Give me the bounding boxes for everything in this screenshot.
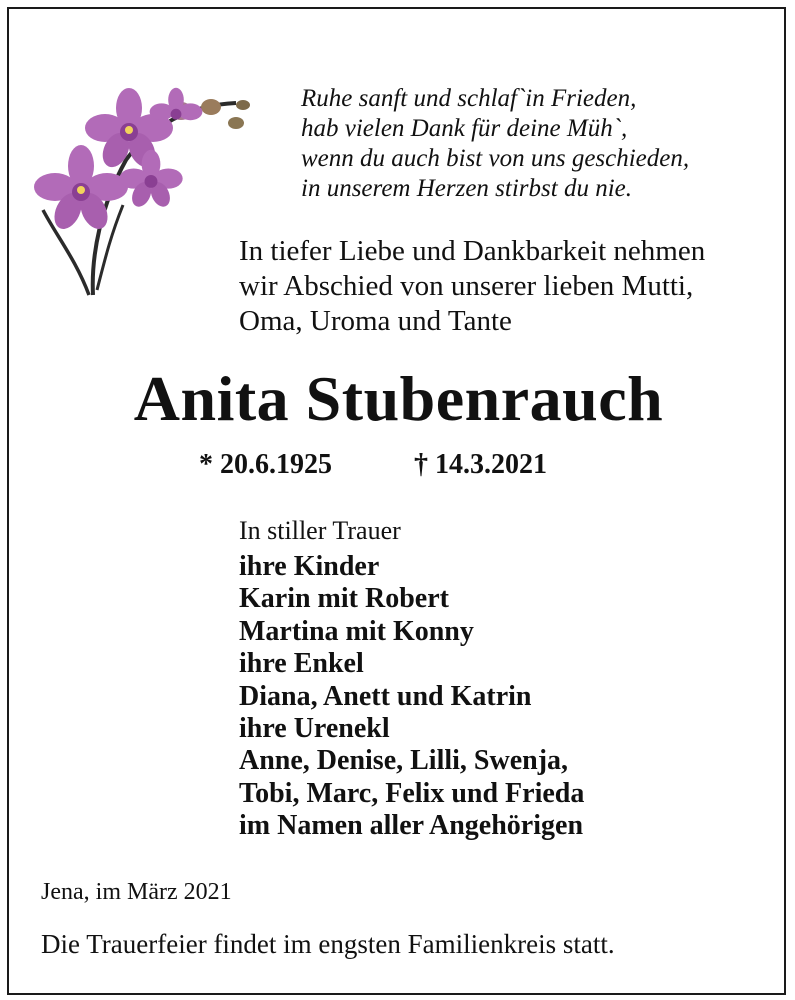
place-date: Jena, im März 2021	[41, 879, 232, 905]
poem-line: in unserem Herzen stirbst du nie.	[301, 175, 632, 202]
intro-line: Oma, Uroma und Tante	[239, 305, 512, 337]
funeral-note: Die Trauerfeier findet im engsten Familienkreis statt.	[41, 929, 615, 959]
poem-line: wenn du auch bist von uns geschieden,	[301, 145, 690, 172]
poem-line: hab vielen Dank für deine Müh`,	[301, 115, 628, 142]
mourner-line: ihre Enkel	[239, 648, 364, 680]
intro-line: wir Abschied von unserer lieben Mutti,	[239, 270, 694, 302]
poem-line: Ruhe sanft und schlaf`in Frieden,	[301, 85, 637, 112]
orchid-image	[31, 85, 271, 300]
intro-line: In tiefer Liebe und Dankbarkeit nehmen	[239, 235, 706, 267]
mourner-line: Martina mit Konny	[239, 615, 474, 647]
obituary-frame	[7, 7, 786, 995]
intro-text	[239, 234, 769, 339]
birth-date: * 20.6.1925	[199, 449, 332, 480]
mourning-lead: In stiller Trauer	[239, 516, 401, 545]
mourner-line: Tobi, Marc, Felix und Frieda	[239, 777, 585, 809]
mourner-line: Diana, Anett und Katrin	[239, 680, 532, 712]
mourner-line: im Namen aller Angehörigen	[239, 810, 584, 842]
death-date: † 14.3.2021	[414, 449, 547, 480]
mourner-line: Karin mit Robert	[239, 583, 449, 615]
mourner-line: ihre Urenekl	[239, 713, 390, 745]
deceased-name: Anita Stubenrauch	[133, 363, 664, 434]
mourner-line: ihre Kinder	[239, 551, 380, 582]
poem-block	[301, 84, 771, 204]
mourners-list	[239, 551, 584, 843]
mourner-line: Anne, Denise, Lilli, Swenja,	[239, 745, 569, 777]
